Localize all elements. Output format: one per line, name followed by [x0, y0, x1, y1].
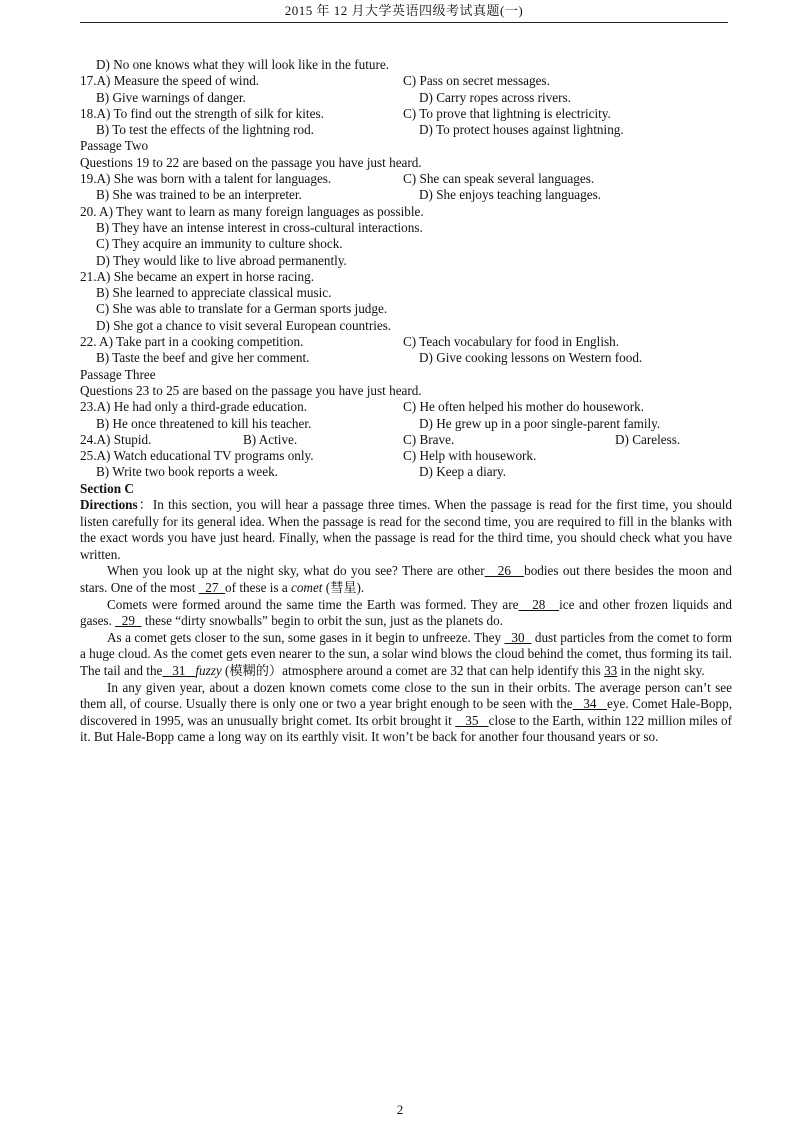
passage-paragraph-2: [80, 597, 732, 630]
blank-26: 26: [484, 563, 525, 579]
page-header: [80, 0, 728, 23]
passage-three-title: Passage Three: [80, 366, 156, 382]
section-c-title: Section C: [80, 480, 134, 496]
q23-option-d: D) He grew up in a poor single-parent family.: [419, 415, 661, 431]
page-number: 2: [396, 1102, 404, 1117]
q17-row-1: [80, 73, 732, 89]
q19-option-b: B) She was trained to be an interpreter.: [96, 187, 302, 203]
q22-option-a: 22. A) Take part in a cooking competition.: [80, 334, 304, 350]
q19-option-c: C) She can speak several languages.: [403, 171, 595, 187]
blank-29: 29: [115, 613, 142, 629]
q19-row-1: [80, 171, 732, 187]
q18-row-2: [80, 122, 732, 138]
p1-text-2: bodies out there besides the moon and stars. One of the most: [80, 563, 732, 595]
q17-option-a: 17.A) Measure the speed of wind.: [80, 73, 260, 89]
q24-row: [80, 432, 732, 448]
q18-option-d: D) To protect houses against lightning.: [419, 122, 624, 138]
q21-option-d: D) She got a chance to visit several European countries.: [96, 317, 392, 333]
passage-three-intro: Questions 23 to 25 are based on the passage you have just heard.: [80, 382, 422, 398]
q19-option-d: D) She enjoys teaching languages.: [419, 187, 602, 203]
q23-option-c: C) He often helped his mother do housework.: [403, 399, 644, 415]
q18-option-a: 18.A) To find out the strength of silk for kites.: [80, 105, 324, 121]
fuzzy-term: fuzzy: [195, 662, 222, 678]
passage-two-intro: Questions 19 to 22 are based on the passage you have just heard.: [80, 154, 422, 170]
q20-option-c: C) They acquire an immunity to culture shock.: [96, 236, 343, 252]
exam-content: [80, 57, 732, 746]
q25-row-2: [80, 464, 732, 480]
q23-option-a: 23.A) He had only a third-grade education.: [80, 399, 308, 415]
q23-row-1: [80, 399, 732, 415]
passage-paragraph-1: [80, 563, 732, 596]
p3-text-3: (模糊的）atmosphere around a comet are 32 that can help identify this: [221, 662, 605, 678]
p4-text-2: eye. Comet Hale-Bopp, discovered in 1995, was an unusually bright comet. Its orbit brought it: [80, 696, 732, 728]
passage-paragraph-4: [80, 680, 732, 746]
q17-row-2: [80, 90, 732, 106]
q22-row-1: [80, 334, 732, 350]
p1-text-4: (彗星).: [322, 579, 365, 595]
q18-row-1: [80, 106, 732, 122]
q17-option-b: B) Give warnings of danger.: [96, 89, 246, 105]
q20-option-d: D) They would like to live abroad permanently.: [96, 252, 347, 268]
q20-option-b: B) They have an intense interest in cross-cultural interactions.: [96, 219, 423, 235]
q21-option-b: B) She learned to appreciate classical music.: [96, 285, 332, 301]
q24-option-c: C) Brave.: [403, 431, 455, 447]
q21-option-a: 21.A) She became an expert in horse racing.: [80, 268, 314, 284]
blank-34: 34: [572, 696, 608, 712]
blank-28: 28: [518, 596, 560, 612]
q20-option-a: 20. A) They want to learn as many foreign languages as possible.: [80, 203, 424, 219]
comet-term: comet: [290, 579, 323, 595]
p1-text-1: When you look up at the night sky, what do you see? There are other: [107, 563, 485, 579]
blank-35: 35: [455, 712, 489, 728]
p2-text-3: these “dirty snowballs” begin to orbit the sun, just as the planets do.: [141, 613, 504, 629]
q18-option-b: B) To test the effects of the lightning rod.: [96, 122, 314, 138]
p3-text-2: dust particles from the comet to form a huge cloud. As the comet gets even nearer to the sun, a solar wind blows the cloud behind the comet, thus forming its tail. The tail and the: [80, 629, 732, 678]
q24-option-b: B) Active.: [243, 431, 298, 447]
blank-31: 31: [162, 662, 196, 678]
q25-option-c: C) Help with housework.: [403, 448, 537, 464]
q25-row-1: [80, 448, 732, 464]
blank-30: 30: [504, 629, 532, 645]
q25-option-a: 25.A) Watch educational TV programs only.: [80, 448, 314, 464]
directions-text: ：In this section, you will hear a passage three times. When the passage is read for the first time, you should listen carefully for its general idea. When the passage is read for the second time, you are required to fill in the blanks with the exact words you have just heard. Finally, when the passage is read for the third time, you should check what you have written.: [80, 497, 732, 562]
p2-text-1: Comets were formed around the same time the Earth was formed. They are: [107, 596, 519, 612]
q25-option-b: B) Write two book reports a week.: [96, 464, 278, 480]
p1-text-3: of these is a: [225, 579, 291, 595]
q19-option-a: 19.A) She was born with a talent for languages.: [80, 171, 332, 187]
q17-option-c: C) Pass on secret messages.: [403, 73, 550, 89]
q22-option-d: D) Give cooking lessons on Western food.: [419, 350, 643, 366]
q17-option-d: D) Carry ropes across rivers.: [419, 89, 571, 105]
q23-option-b: B) He once threatened to kill his teacher.: [96, 415, 312, 431]
q24-option-a: 24.A) Stupid.: [80, 431, 152, 447]
directions-label: Directions: [80, 497, 138, 513]
header-title: 2015 年 12 月大学英语四级考试真题(一): [284, 3, 524, 18]
q22-option-b: B) Taste the beef and give her comment.: [96, 350, 310, 366]
blank-27: 27: [198, 579, 226, 595]
q19-row-2: [80, 187, 732, 203]
directions-paragraph: [80, 497, 732, 563]
blank-33: 33: [604, 662, 618, 678]
q18-option-c: C) To prove that lightning is electricity.: [403, 105, 611, 121]
passage-paragraph-3: [80, 630, 732, 680]
passage-two-title: Passage Two: [80, 138, 149, 154]
p4-text-3: close to the Earth, within 122 million miles of it. But Hale-Bopp came a long way on its earthly visit. It won’t be back for another four thousand years or so.: [80, 712, 733, 745]
q21-option-c: C) She was able to translate for a German sports judge.: [96, 301, 388, 317]
q22-option-c: C) Teach vocabulary for food in English.: [403, 334, 620, 350]
p4-text-1: In any given year, about a dozen known comets come close to the sun in their orbits. The average person can’t see them all, of course. Usually there is only one or two a year bright enough to be seen with the: [80, 679, 732, 712]
p2-text-2: ice and other frozen liquids and gases.: [80, 596, 733, 629]
q22-row-2: [80, 350, 732, 366]
p3-text-4: in the night sky.: [617, 662, 705, 678]
q24-option-d: D) Careless.: [615, 431, 681, 447]
p3-text-1: As a comet gets closer to the sun, some gases in it begin to unfreeze. They: [107, 629, 505, 645]
q23-row-2: [80, 416, 732, 432]
q16-option-d: D) No one knows what they will look like in the future.: [96, 57, 390, 72]
q25-option-d: D) Keep a diary.: [419, 464, 507, 480]
